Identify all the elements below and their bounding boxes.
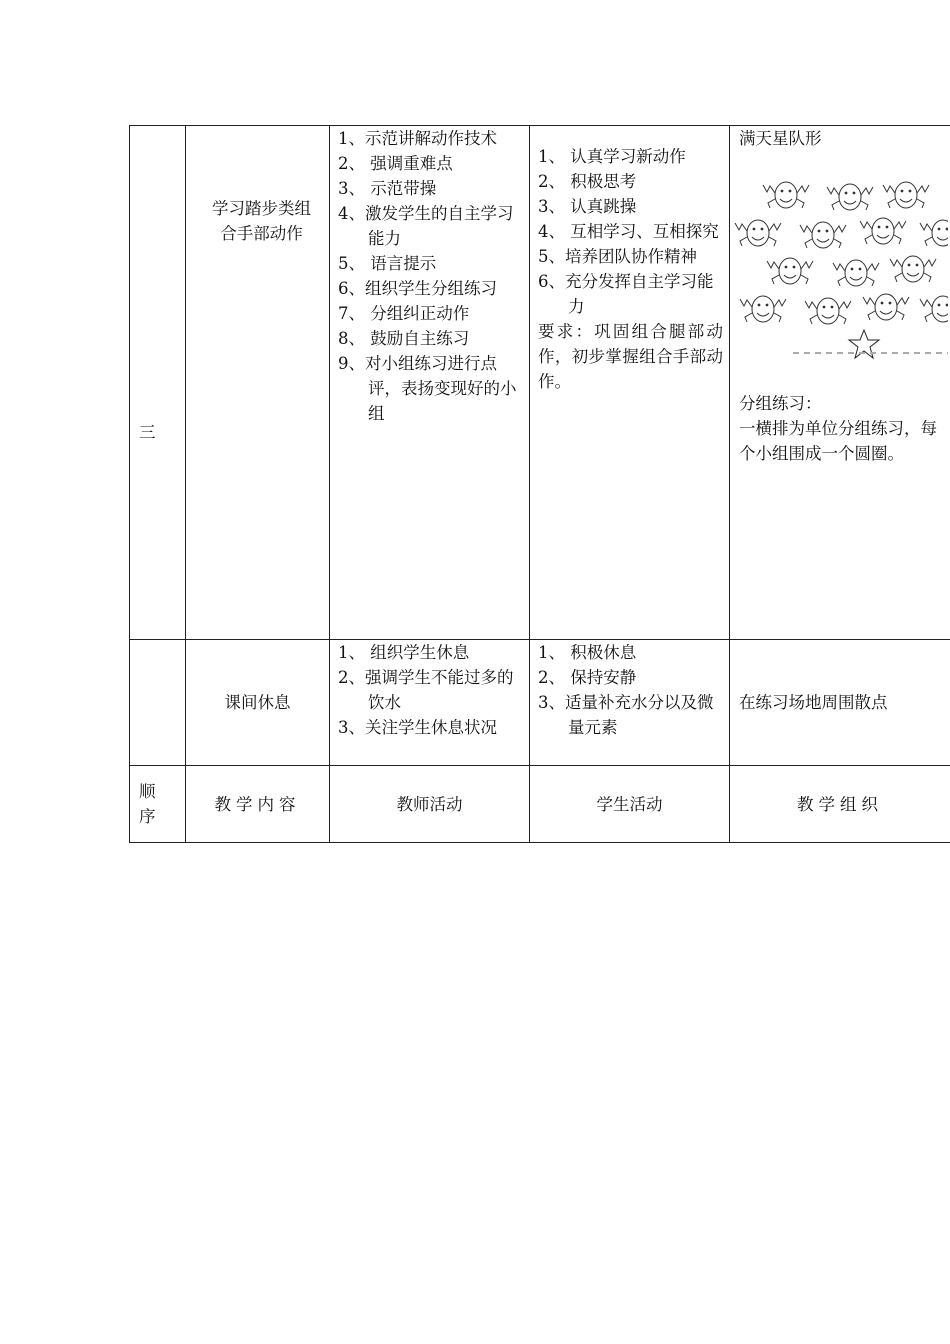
list-item: 8、 鼓励自主练习: [338, 329, 470, 348]
group-practice-title: 分组练习：: [739, 394, 822, 413]
list-item: 1、 积极休息: [538, 643, 637, 662]
smiley-figure: [863, 294, 909, 320]
seq-cell: [130, 640, 186, 766]
header-seq-label: 顺序: [139, 782, 156, 826]
content-cell: [186, 126, 330, 640]
organization-cell: [730, 126, 950, 640]
table-row-step-combo: [130, 126, 950, 640]
list-item: 7、 分组纠正动作: [338, 304, 470, 323]
formation-title: 满天星队形: [739, 129, 822, 148]
smiley-figure: [800, 222, 846, 248]
list-item: 3、 示范带操: [338, 179, 437, 198]
list-item: 9、对小组练习进行点评，表扬变现好的小组: [338, 354, 517, 423]
requirement-text: 要求：巩固组合腿部动作，初步掌握组合手部动作。: [538, 322, 723, 391]
list-item: 6、充分发挥自主学习能力: [538, 272, 714, 316]
smiley-figure: [920, 296, 948, 322]
header-seq: [130, 766, 186, 843]
smiley-figure: [920, 220, 948, 246]
list-item: 2、 强调重难点: [338, 154, 453, 173]
header-student-label: 学生活动: [596, 794, 663, 814]
organization-text: 在练习场地周围散点: [739, 693, 888, 712]
content-text: 课间休息: [224, 693, 291, 712]
header-content-label: 教学内容: [214, 794, 301, 814]
list-item: 5、 语言提示: [338, 254, 437, 273]
smiley-figure: [860, 218, 906, 244]
smiley-figure: [805, 298, 851, 324]
list-item: 4、激发学生的自主学习能力: [338, 204, 514, 248]
smiley-figure: [890, 256, 936, 282]
list-item: 5、培养团队协作精神: [538, 247, 697, 266]
group-practice-text: 一横排为单位分组练习，每个小组围成一个圆圈。: [739, 419, 937, 463]
list-item: 1、 认真学习新动作: [538, 147, 686, 166]
list-item: 2、 保持安静: [538, 668, 637, 687]
smiley-figure: [740, 296, 786, 322]
seq-number: 三: [139, 422, 156, 442]
list-item: 1、 组织学生休息: [338, 643, 470, 662]
seq-cell: [130, 126, 186, 640]
student-activity-list: [530, 126, 729, 319]
list-item: 3、 认真跳操: [538, 197, 637, 216]
content-text: 学习踏步类组合手部动作: [212, 199, 311, 243]
smiley-figure: [735, 220, 781, 246]
student-activity-cell: [530, 126, 730, 640]
header-teacher-label: 教师活动: [396, 794, 463, 814]
student-activity-cell: [530, 640, 730, 766]
list-item: 2、 积极思考: [538, 172, 637, 191]
formation-diagram: [730, 175, 949, 365]
header-content: [186, 766, 330, 843]
organization-cell: [730, 640, 950, 766]
teacher-activity-list: [330, 640, 529, 740]
student-activity-list: [530, 640, 729, 740]
list-item: 6、组织学生分组练习: [338, 279, 497, 298]
smiley-figure: [827, 184, 873, 210]
lesson-plan-table: [129, 125, 950, 843]
header-org: [730, 766, 950, 843]
seq-number: [130, 640, 185, 665]
list-item: 4、 互相学习、互相探究: [538, 222, 719, 241]
teacher-activity-cell: [330, 126, 530, 640]
smiley-figure: [763, 182, 809, 208]
list-item: 1、示范讲解动作技术: [338, 129, 497, 148]
smiley-figure: [833, 260, 879, 286]
table-row-break: [130, 640, 950, 766]
smiley-figure: [883, 182, 929, 208]
teacher-activity-cell: [330, 640, 530, 766]
list-item: 2、强调学生不能过多的饮水: [338, 668, 514, 712]
header-teacher: [330, 766, 530, 843]
smiley-figures: [735, 182, 948, 324]
list-item: 3、适量补充水分以及微量元素: [538, 693, 714, 737]
teacher-activity-list: [330, 126, 529, 426]
table-header-row: [130, 766, 950, 843]
content-cell: [186, 640, 330, 766]
header-student: [530, 766, 730, 843]
header-org-label: 教学组织: [797, 794, 883, 814]
smiley-figure: [767, 258, 813, 284]
list-item: 3、关注学生休息状况: [338, 718, 497, 737]
